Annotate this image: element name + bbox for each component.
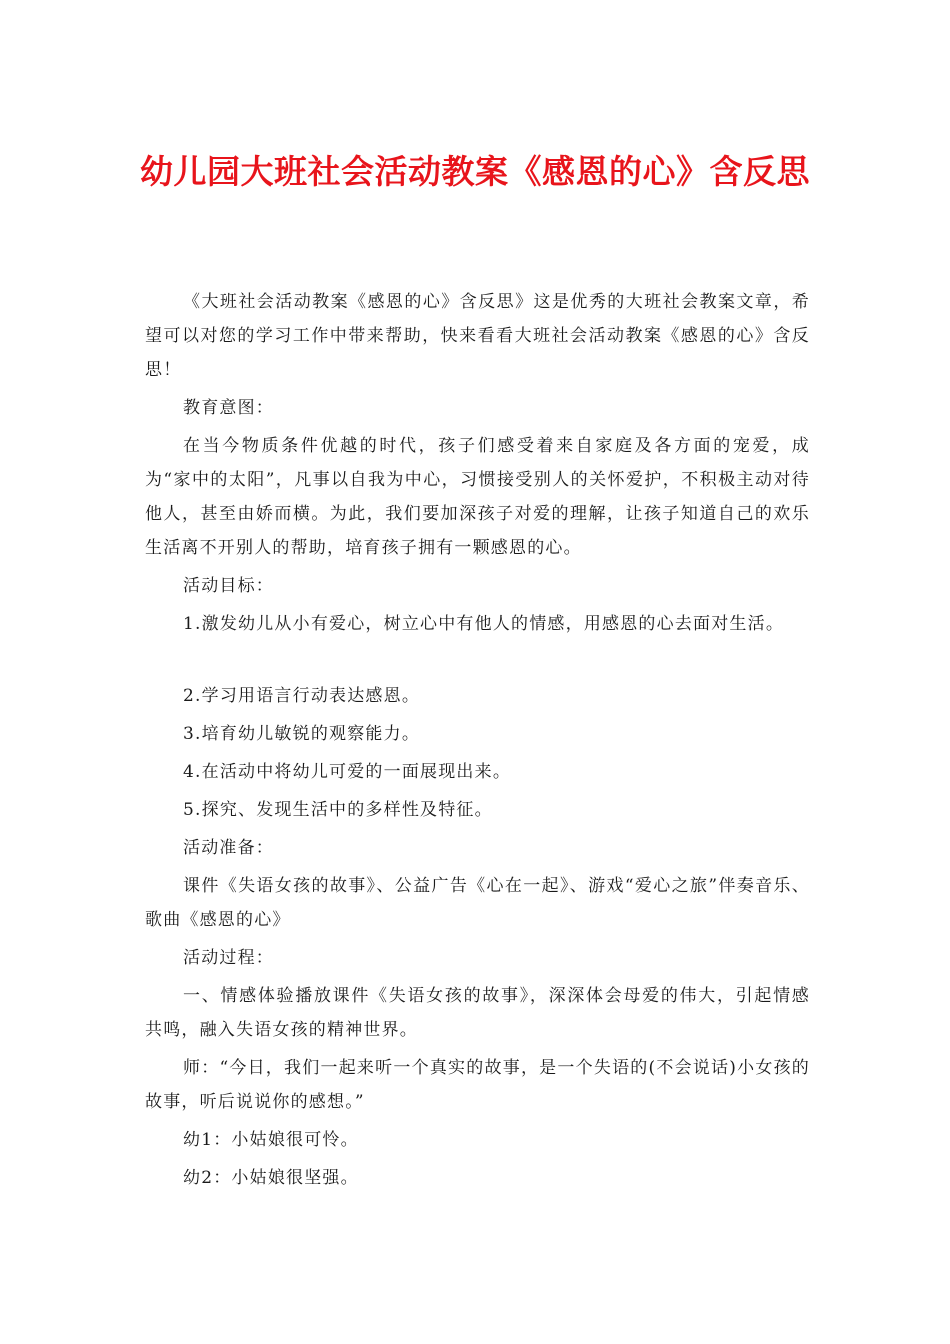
section-heading-process: 活动过程：	[183, 948, 274, 968]
goal-item: 1.激发幼儿从小有爱心，树立心中有他人的情感，用感恩的心去面对生活。	[183, 614, 785, 634]
document-title: 幼儿园大班社会活动教案《感恩的心》含反思	[140, 152, 810, 191]
intent-paragraph: 在当今物质条件优越的时代，孩子们感受着来自家庭及各方面的宠爱，成为“家中的太阳”，凡事以自我为中心，习惯接受别人的关怀爱护，不积极主动对待他人，甚至由娇而横。为此，我们要加深孩子对爱的理解，让孩子知道自己的欢乐生活离不开别人的帮助，培育孩子拥有一颗感恩的心。	[145, 436, 810, 558]
goal-item: 5.探究、发现生活中的多样性及特征。	[183, 800, 493, 820]
process-paragraph: 一、情感体验播放课件《失语女孩的故事》，深深体会母爱的伟大，引起情感共鸣，融入失语女孩的精神世界。	[145, 986, 810, 1040]
goal-item: 2.学习用语言行动表达感恩。	[183, 686, 421, 706]
teacher-dialogue: 师：“今日，我们一起来听一个真实的故事，是一个失语的(不会说话)小女孩的故事，听后说说你的感想。”	[145, 1058, 810, 1112]
section-heading-preparation: 活动准备：	[183, 838, 274, 858]
preparation-paragraph: 课件《失语女孩的故事》、公益广告《心在一起》、游戏“爱心之旅”伴奏音乐、歌曲《感恩的心》	[145, 876, 810, 930]
goal-item: 3.培育幼儿敏锐的观察能力。	[183, 724, 421, 744]
child-response: 幼2：小姑娘很坚强。	[183, 1168, 359, 1188]
blank-line	[145, 641, 810, 679]
document-body	[145, 285, 810, 1195]
goal-item: 4.在活动中将幼儿可爱的一面展现出来。	[183, 762, 512, 782]
intro-paragraph: 《大班社会活动教案《感恩的心》含反思》这是优秀的大班社会教案文章，希望可以对您的学习工作中带来帮助，快来看看大班社会活动教案《感恩的心》含反思！	[145, 292, 810, 380]
child-response: 幼1：小姑娘很可怜。	[183, 1130, 359, 1150]
section-heading-intent: 教育意图：	[183, 398, 274, 418]
section-heading-goals: 活动目标：	[183, 576, 274, 596]
